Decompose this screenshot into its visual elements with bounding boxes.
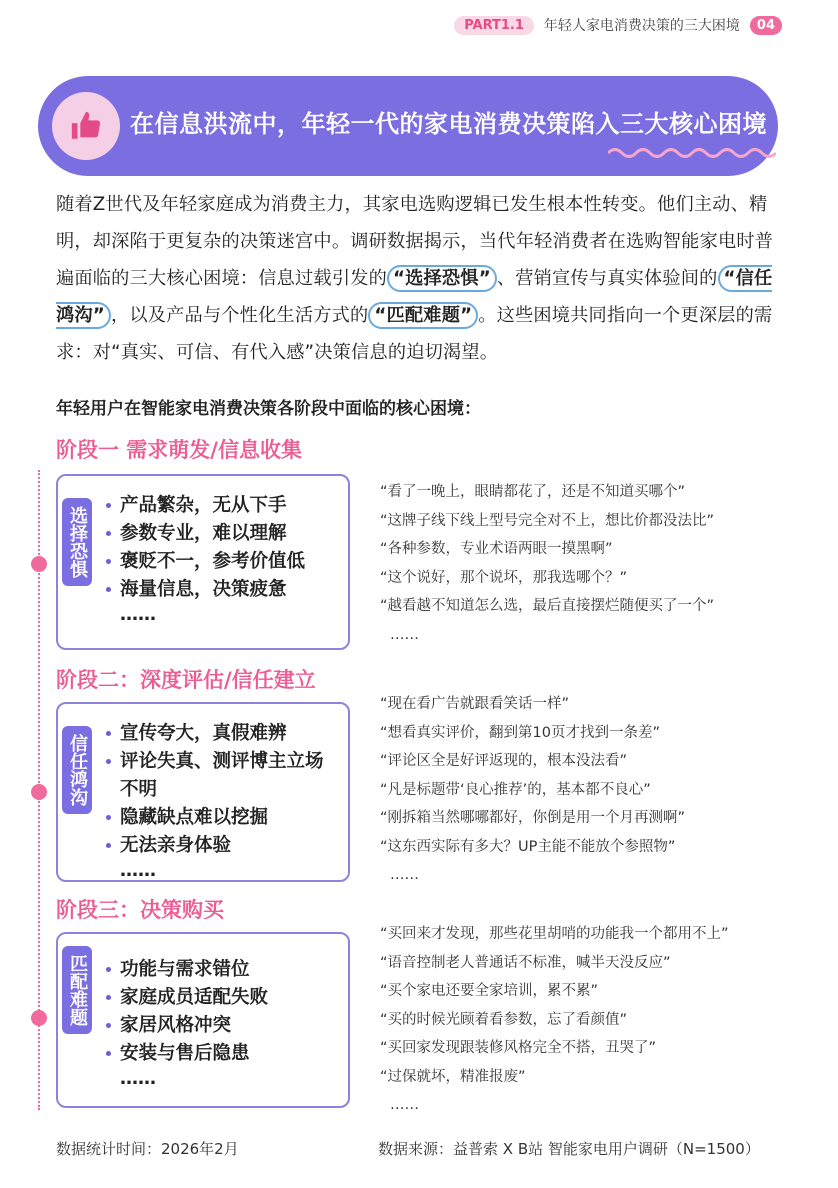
intro-text-4: 。这些困境共同指向一个更深层的需求：对“真实、可信、有代入感”决策信息的迫切渴望。 — [56, 305, 773, 363]
intro-text-1: 随着Z世代及年轻家庭成为消费主力，其家电选购逻辑已发生根本性转变。他们主动、精明，却深陷于更复杂的决策迷宫中。调研数据揭示，当代年轻消费者在选购智能家电时普遍面临的三大核心困境：信息过载引发的 — [56, 194, 774, 289]
page-number-badge: 04 — [750, 16, 782, 35]
banner-title: 在信息洪流中，年轻一代的家电消费决策陷入三大核心困境 — [130, 110, 767, 138]
list-item: 功能与需求错位 — [106, 956, 340, 984]
quote: “这牌子线下线上型号完全对不上，想比价都没法比” — [380, 512, 715, 529]
quote: “刚拆箱当然哪哪都好，你倒是用一个月再测啊” — [380, 810, 686, 826]
list-item: 隐藏缺点难以挖掘 — [106, 804, 340, 832]
stage-1-quotes — [380, 478, 800, 649]
stage-2-bullets — [106, 720, 340, 882]
section-title: 年轻用户在智能家电消费决策各阶段中面临的核心困境： — [56, 399, 481, 419]
list-item: 宣传夸大，真假难辨 — [106, 720, 340, 748]
header-title: 年轻人家电消费决策的三大困境 — [543, 18, 740, 34]
stage-3-tag — [62, 946, 92, 1034]
quote: “各种参数，专业术语两眼一摸黑啊” — [380, 541, 613, 557]
intro-paragraph — [56, 186, 786, 371]
stage-3-bullets — [106, 956, 340, 1090]
list-item: 参数专业，难以理解 — [106, 520, 340, 548]
list-item: 安装与售后隐患 — [106, 1040, 340, 1068]
stage-2-tag-text: 信任鸿沟 — [67, 734, 88, 806]
page-header — [454, 14, 782, 36]
list-more: …… — [120, 1068, 156, 1089]
list-item: 无法亲身体验 — [106, 832, 340, 860]
quote-more: …… — [390, 626, 419, 643]
quote: “评论区全是好评返现的，根本没法看” — [380, 753, 628, 769]
stage-2-tag — [62, 726, 92, 814]
data-date-note: 数据统计时间：2026年2月 — [56, 1140, 239, 1158]
stage-2-quotes — [380, 690, 800, 890]
quote: “语音控制老人普通话不标准，喊半天没反应” — [380, 954, 671, 971]
data-source-note: 数据来源：益普索 X B站 智能家电用户调研（N=1500） — [378, 1140, 760, 1158]
list-item: 海量信息，决策疲惫 — [106, 576, 340, 604]
wave-underline — [608, 146, 776, 160]
quote: “凡是标题带‘良心推荐’的，基本都不良心” — [380, 781, 651, 798]
list-item: 褒贬不一，参考价值低 — [106, 548, 340, 576]
intro-text-3: ，以及产品与个性化生活方式的 — [110, 305, 369, 326]
stage-1-bullets — [106, 492, 340, 626]
quote-more: …… — [390, 1097, 419, 1113]
quote: “越看越不知道怎么选，最后直接摆烂随便买了一个” — [380, 598, 715, 614]
quote: “看了一晚上，眼睛都花了，还是不知道买哪个” — [380, 484, 686, 500]
quote: “现在看广告就跟看笑话一样” — [380, 696, 570, 712]
quote: “买回来才发现，那些花里胡哨的功能我一个都用不上” — [380, 926, 729, 942]
list-item: 家居风格冲突 — [106, 1012, 340, 1040]
list-item: 评论失真、测评博主立场不明 — [106, 748, 340, 804]
stage-3-quotes — [380, 920, 800, 1120]
part-badge: PART1.1 — [454, 16, 534, 35]
stage-1-box — [56, 474, 350, 650]
timeline-dot-2 — [31, 784, 47, 800]
stage-3-title: 阶段三：决策购买 — [56, 898, 224, 922]
thumbs-up-icon — [52, 92, 120, 160]
list-item: 家庭成员适配失败 — [106, 984, 340, 1012]
list-more: …… — [120, 604, 156, 625]
list-item: 产品繁杂，无从下手 — [106, 492, 340, 520]
highlight-matching-problem: “匹配难题” — [368, 302, 478, 329]
timeline-dot-1 — [31, 556, 47, 572]
stage-1-tag — [62, 498, 92, 586]
highlight-choice-fear: “选择恐惧” — [387, 265, 497, 292]
intro-text-2: 、营销宣传与真实体验间的 — [496, 268, 718, 289]
quote: “这个说好，那个说坏，那我选哪个？” — [380, 569, 628, 586]
stage-3-tag-text: 匹配难题 — [67, 954, 88, 1026]
quote: “买回家发现跟装修风格完全不搭，丑哭了” — [380, 1040, 657, 1056]
stage-3-box — [56, 932, 350, 1108]
stage-2-box — [56, 702, 350, 882]
quote: “买个家电还要全家培训，累不累” — [380, 983, 599, 999]
quote-more: …… — [390, 867, 419, 883]
stage-1-title: 阶段一 需求萌发/信息收集 — [56, 438, 302, 462]
quote: “买的时候光顾着看参数，忘了看颜值” — [380, 1011, 628, 1028]
timeline-dot-3 — [31, 1010, 47, 1026]
stage-1-tag-text: 选择恐惧 — [67, 506, 88, 578]
list-more: …… — [120, 860, 156, 881]
stage-2-title: 阶段二：深度评估/信任建立 — [56, 668, 316, 692]
highlight-trust-gap: “信任鸿沟” — [56, 265, 772, 329]
quote: “想看真实评价，翻到第10页才找到一条差” — [380, 724, 660, 741]
quote: “过保就坏，精准报废” — [380, 1068, 526, 1085]
quote: “这东西实际有多大？UP主能不能放个参照物” — [380, 838, 676, 855]
title-banner — [38, 76, 778, 176]
